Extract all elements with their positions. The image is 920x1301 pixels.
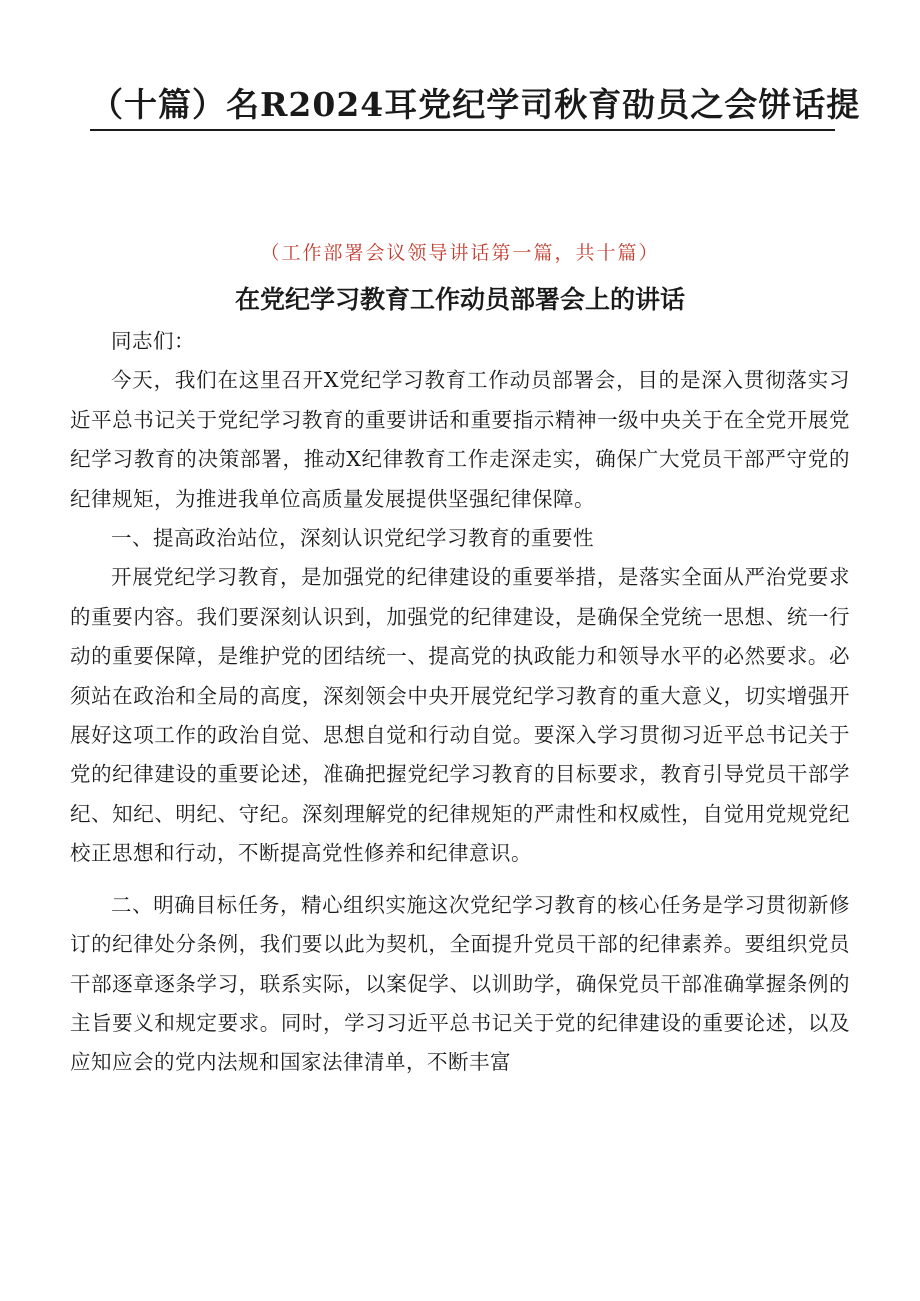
body-text [70, 322, 850, 1083]
paragraph-section-1: 开展党纪学习教育，是加强党的纪律建设的重要举措，是落实全面从严治党要求的重要内容。我们要深刻认识到，加强党的纪律建设，是确保全党统一思想、统一行动的重要保障，是维护党的团结统一、提高党的执政能力和领导水平的必然要求。必须站在政治和全局的高度，深刻领会中央开展党纪学习教育的重大意义，切实增强开展好这项工作的政治自觉、思想自觉和行动自觉。要深入学习贯彻习近平总书记关于党的纪律建设的重要论述，准确把握党纪学习教育的目标要求，教育引导党员干部学纪、知纪、明纪、守纪。深刻理解党的纪律规矩的严肃性和权威性，自觉用党规党纪校正思想和行动，不断提高党性修养和纪律意识。 [70, 565, 850, 866]
greeting: 同志们： [111, 329, 195, 353]
section-heading-1: 一、提高政治站位，深刻认识党纪学习教育的重要性 [111, 526, 594, 551]
paragraph-intro: 今天，我们在这里召开X党纪学习教育工作动员部署会，目的是深入贯彻落实习近平总书记关于党纪学习教育的重要讲话和重要指示精神一级中央关于在全党开展党纪学习教育的决策部署，推动X纪律教育工作走深走实，确保广大党员干部严守党的纪律规矩，为推进我单位高质量发展提供坚强纪律保障。 [70, 368, 850, 511]
document-title: （十篇）名R2024耳党纪学司秋育劭员之会饼话提 [90, 82, 835, 131]
speech-title: 在党纪学习教育工作动员部署会上的讲话 [234, 285, 685, 314]
series-note: （工作部署会议领导讲话第一篇，共十篇） [260, 242, 660, 264]
paragraph-section-2: 二、明确目标任务，精心组织实施这次党纪学习教育的核心任务是学习贯彻新修订的纪律处分条例，我们要以此为契机，全面提升党员干部的纪律素养。要组织党员干部逐章逐条学习，联系实际，以案促学、以训助学，确保党员干部准确掌握条例的主旨要义和规定要求。同时，学习习近平总书记关于党的纪律建设的重要论述，以及应知应会的党内法规和国家法律清单，不断丰富 [70, 892, 850, 1075]
